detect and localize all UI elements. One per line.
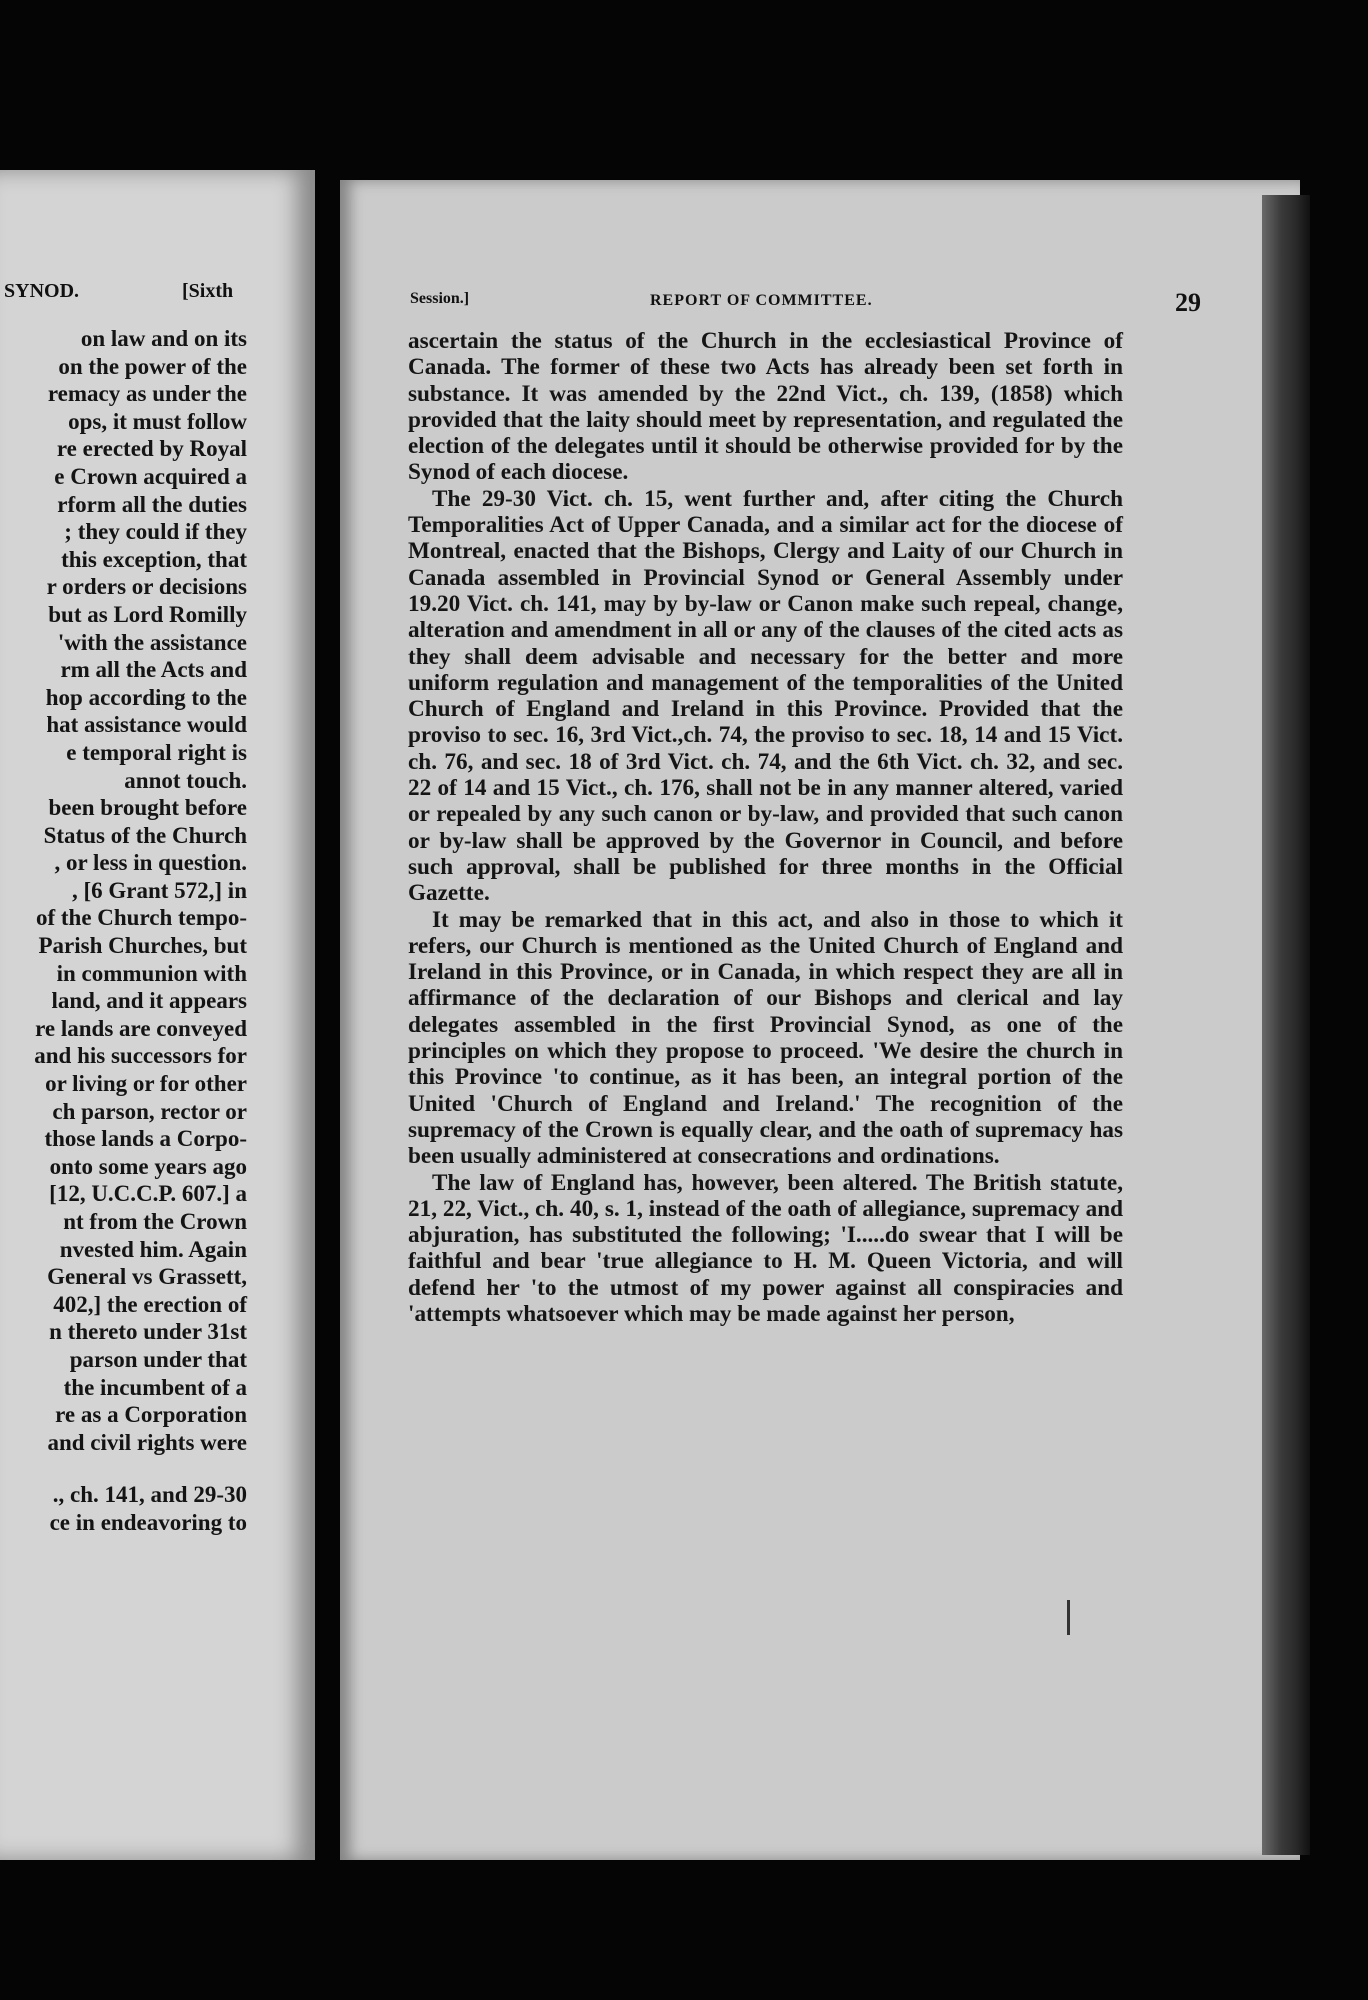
left-text-line: ch parson, rector or [52,1098,247,1124]
page-edge-shadow [1262,195,1310,1855]
left-text-line: ., ch. 141, and 29-30 [52,1482,247,1508]
left-page [0,170,315,1860]
left-text-line: in communion with [56,960,247,986]
left-text-line: ce in endeavoring to [49,1509,247,1535]
left-text-line: , [6 Grant 572,] in [71,877,247,903]
left-text-line: been brought before [48,795,247,821]
paragraph: ascertain the status of the Church in the ecclesiastical Province of Canada. The former of these two Acts has already been set forth in substance. It was amended by the 22nd Vict., ch. 139, (1858) which provided that the laity should meet by representation, and regulated the election of the delegates until it should be otherwise provided for by the Synod of each diocese. [408,328,1123,486]
left-text-line: hop according to the [45,684,247,710]
left-text-line [0,1456,247,1481]
page-number: 29 [1175,288,1201,317]
left-text-line: e Crown acquired a [54,463,247,489]
right-page [340,180,1300,1860]
left-text-line: remacy as under the [47,381,247,407]
left-header-title: SYNOD. [4,280,80,302]
left-text-line: and his successors for [34,1043,247,1069]
body-text [408,328,1123,1327]
left-text-line: those lands a Corpo- [44,1126,247,1152]
left-text-line: Parish Churches, but [38,933,247,959]
scan-mark [1067,1600,1070,1635]
left-text-line: [12, U.C.C.P. 607.] a [49,1181,247,1207]
left-text-line: annot touch. [124,767,247,793]
left-text-line: re as a Corporation [55,1402,247,1428]
left-text-line: e temporal right is [66,739,247,765]
paragraph: The 29-30 Vict. ch. 15, went further and, after citing the Church Temporalities Act of Upper Canada, and a similar act for the diocese of Montreal, enacted that the Bishops, Clergy and Laity of our Church in Canada assembled in Provincial Synod or General Assembly under 19.20 Vict. ch. 141, may by by-law or Canon make such repeal, change, alteration and amendment in all or any of the clauses of the cited acts as they shall deem advisable and necessary for the better and more uniform regulation and management of the temporalities of the United Church of England and Ireland in this Province. Provided that the proviso to sec. 16, 3rd Vict.,ch. 74, the proviso to sec. 18, 14 and 15 Vict. ch. 76, and sec. 18 of 3rd Vict. ch. 74, and the 6th Vict. ch. 32, and sec. 22 of 14 and 15 Vict., ch. 176, shall not be in any manner altered, varied or repealed by any such canon or by-law, and provided that such canon or by-law shall be approved by the Governor in Council, and before such approval, shall be published for three months in the Official Gazette. [408,485,1123,907]
left-text-line: rform all the duties [57,491,247,517]
left-text-line: this exception, that [61,546,247,572]
left-text-line: or living or for other [45,1071,247,1097]
left-text-line: and civil rights were [47,1429,247,1455]
left-text-line: , or less in question. [54,850,247,876]
left-text-line: Status of the Church [43,822,247,848]
left-text-line: General vs Grassett, [47,1264,247,1290]
left-text-line: hat assistance would [46,712,247,738]
left-text-line: r orders or decisions [46,574,247,600]
left-text-line: ; they could if they [64,519,247,545]
header-session: Session.] [410,290,470,307]
left-text-line: n thereto under 31st [49,1319,247,1345]
left-header-session: [Sixth [182,280,234,302]
left-text-line: nt from the Crown [63,1209,247,1234]
left-text-line: 'with the assistance [57,629,247,655]
left-page-text [0,325,247,1537]
left-text-line: ops, it must follow [68,408,247,434]
left-text-line: parson under that [69,1346,247,1372]
left-text-line: 402,] the erection of [53,1291,247,1317]
left-text-line: on law and on its [80,326,247,351]
left-text-line: on the power of the [58,353,247,379]
left-text-line: of the Church tempo- [35,905,247,931]
left-text-line: re lands are conveyed [35,1015,247,1041]
paragraph: The law of England has, however, been altered. The British statute, 21, 22, Vict., ch. 40, s. 1, instead of the oath of allegiance, supremacy and abjuration, has substituted the following; 'I.....do swear that I will be faithful and bear 'true allegiance to H. M. Queen Victoria, and will defend her 'to the utmost of my power against all conspiracies and 'attempts whatsoever which may be made against her person, [408,1169,1123,1327]
left-text-line: nvested him. Again [59,1236,247,1262]
paragraph: It may be remarked that in this act, and also in those to which it refers, our Church is mentioned as the United Church of England and Ireland in this Province, or in Canada, in which respect they are all in affirmance of the declaration of our Bishops and clerical and lay delegates assembled in the first Provincial Synod, as one of the principles on which they propose to proceed. 'We desire the church in this Province 'to continue, as it has been, an integral portion of the United 'Church of England and Ireland.' The recognition of the supremacy of the Crown is equally clear, and the oath of supremacy has been usually administered at consecrations and ordinations. [408,906,1123,1170]
running-header [410,288,1280,318]
left-text-line: land, and it appears [51,988,247,1014]
left-text-line: rm all the Acts and [60,657,247,683]
left-text-line: re erected by Royal [56,436,247,462]
left-text-line: onto some years ago [49,1153,247,1179]
left-text-line: the incumbent of a [63,1374,247,1400]
header-title: REPORT OF COMMITTEE. [650,292,873,309]
left-text-line: but as Lord Romilly [48,601,247,627]
